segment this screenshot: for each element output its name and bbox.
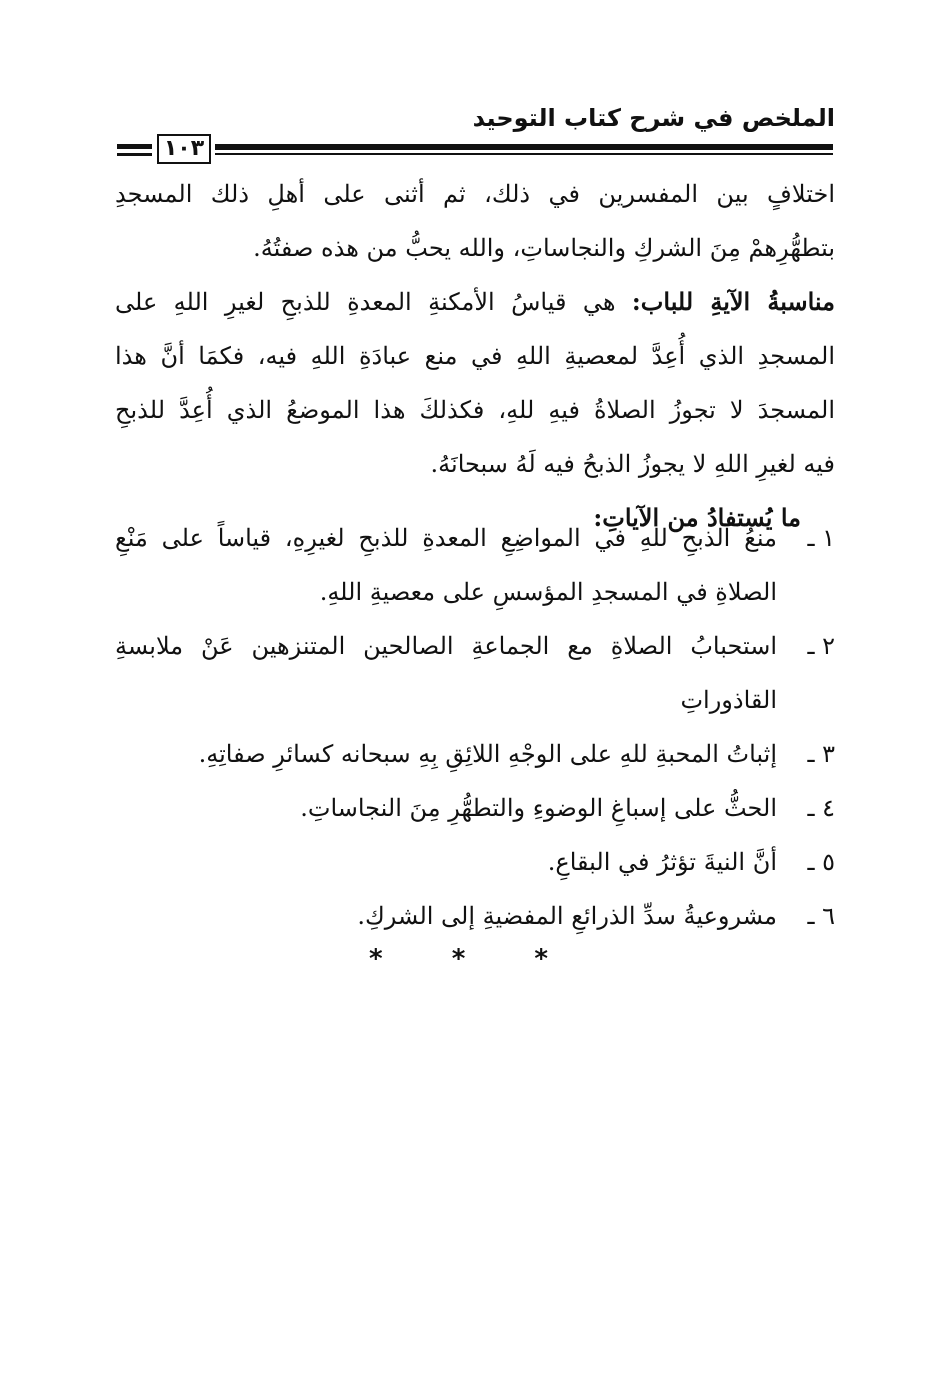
list-item-number: ١ ـ [807, 524, 835, 552]
body-text [115, 167, 835, 545]
list-item [115, 889, 835, 943]
list-item [115, 727, 835, 781]
list-item-line: استحبابُ الصلاةِ مع الجماعةِ الصالحين المتنزهين عَنْ ملابسةِ [115, 632, 777, 660]
list-item-number: ٦ ـ [807, 902, 835, 930]
list-item-line: الحثُّ على إسباغِ الوضوءِ والتطهُّرِ مِنَ النجاساتِ. [300, 794, 777, 822]
header-rule-left-thin [117, 153, 152, 156]
benefits-list [115, 511, 835, 943]
paragraph-2-first-text: هي قياسُ الأمكنةِ المعدةِ للذبحِ لغيرِ اللهِ على [115, 288, 616, 316]
benefits-heading: ما يُستفادُ من الآياتِ: [593, 503, 801, 532]
page-number: ١٠٣ [157, 134, 211, 164]
list-item-number: ٥ ـ [807, 848, 835, 876]
list-item [115, 835, 835, 889]
paragraph-2-heading: مناسبةُ الآيةِ للباب: [631, 287, 835, 316]
section-separator-stars: * * * [369, 944, 578, 974]
paragraph-1-line-2: بتطهُّرِهمْ مِنَ الشركِ والنجاساتِ، والله يحبُّ من هذه صفتُهُ. [253, 234, 835, 262]
list-item-line: مشروعيةُ سدِّ الذرائعِ المفضيةِ إلى الشركِ. [357, 902, 777, 930]
list-item-number: ٢ ـ [807, 632, 835, 660]
paragraph-1-line-1: اختلافٍ بين المفسرين في ذلك، ثم أثنى على أهلِ ذلك المسجدِ [115, 180, 835, 208]
list-item [115, 511, 835, 619]
header-rule-thin [215, 153, 833, 155]
list-item-line: الصلاةِ في المسجدِ المؤسسِ على معصيةِ اللهِ. [319, 578, 777, 606]
list-item-line: إثباتُ المحبةِ للهِ على الوجْهِ اللائِقِ بِهِ سبحانه كسائرِ صفاتِهِ. [198, 740, 777, 768]
list-item-number: ٣ ـ [807, 740, 835, 768]
header-rule-left-thick [117, 144, 152, 149]
paragraph-2-line-3: المسجدَ لا تجوزُ الصلاةُ فيهِ للهِ، فكذلكَ هذا الموضعُ الذي أُعِدَّ للذبحِ [115, 396, 835, 424]
paragraph-2-line-2: المسجدِ الذي أُعِدَّ لمعصيةِ اللهِ في منع عبادَةِ اللهِ فيه، فكمَا أنَّ هذا [115, 342, 835, 370]
paragraph-2-line-4: فيه لغيرِ اللهِ لا يجوزُ الذبحُ فيه لَهُ سبحانَهُ. [430, 450, 835, 478]
list-item-line: القاذوراتِ [680, 686, 777, 714]
paragraph-2-line-1 [115, 275, 835, 329]
header-rule-thick [215, 144, 833, 150]
list-item [115, 781, 835, 835]
list-item [115, 619, 835, 727]
list-item-number: ٤ ـ [807, 794, 835, 822]
list-item-line: أنَّ النيةَ تؤثرُ في البقاعِ. [547, 848, 777, 876]
list-item-line: منعُ الذبحِ للهِ في المواضِعِ المعدةِ للذبحِ لغيرِهِ، قياساً على مَنْعِ [115, 524, 777, 552]
running-header-title: الملخص في شرح كتاب التوحيد [472, 104, 835, 132]
